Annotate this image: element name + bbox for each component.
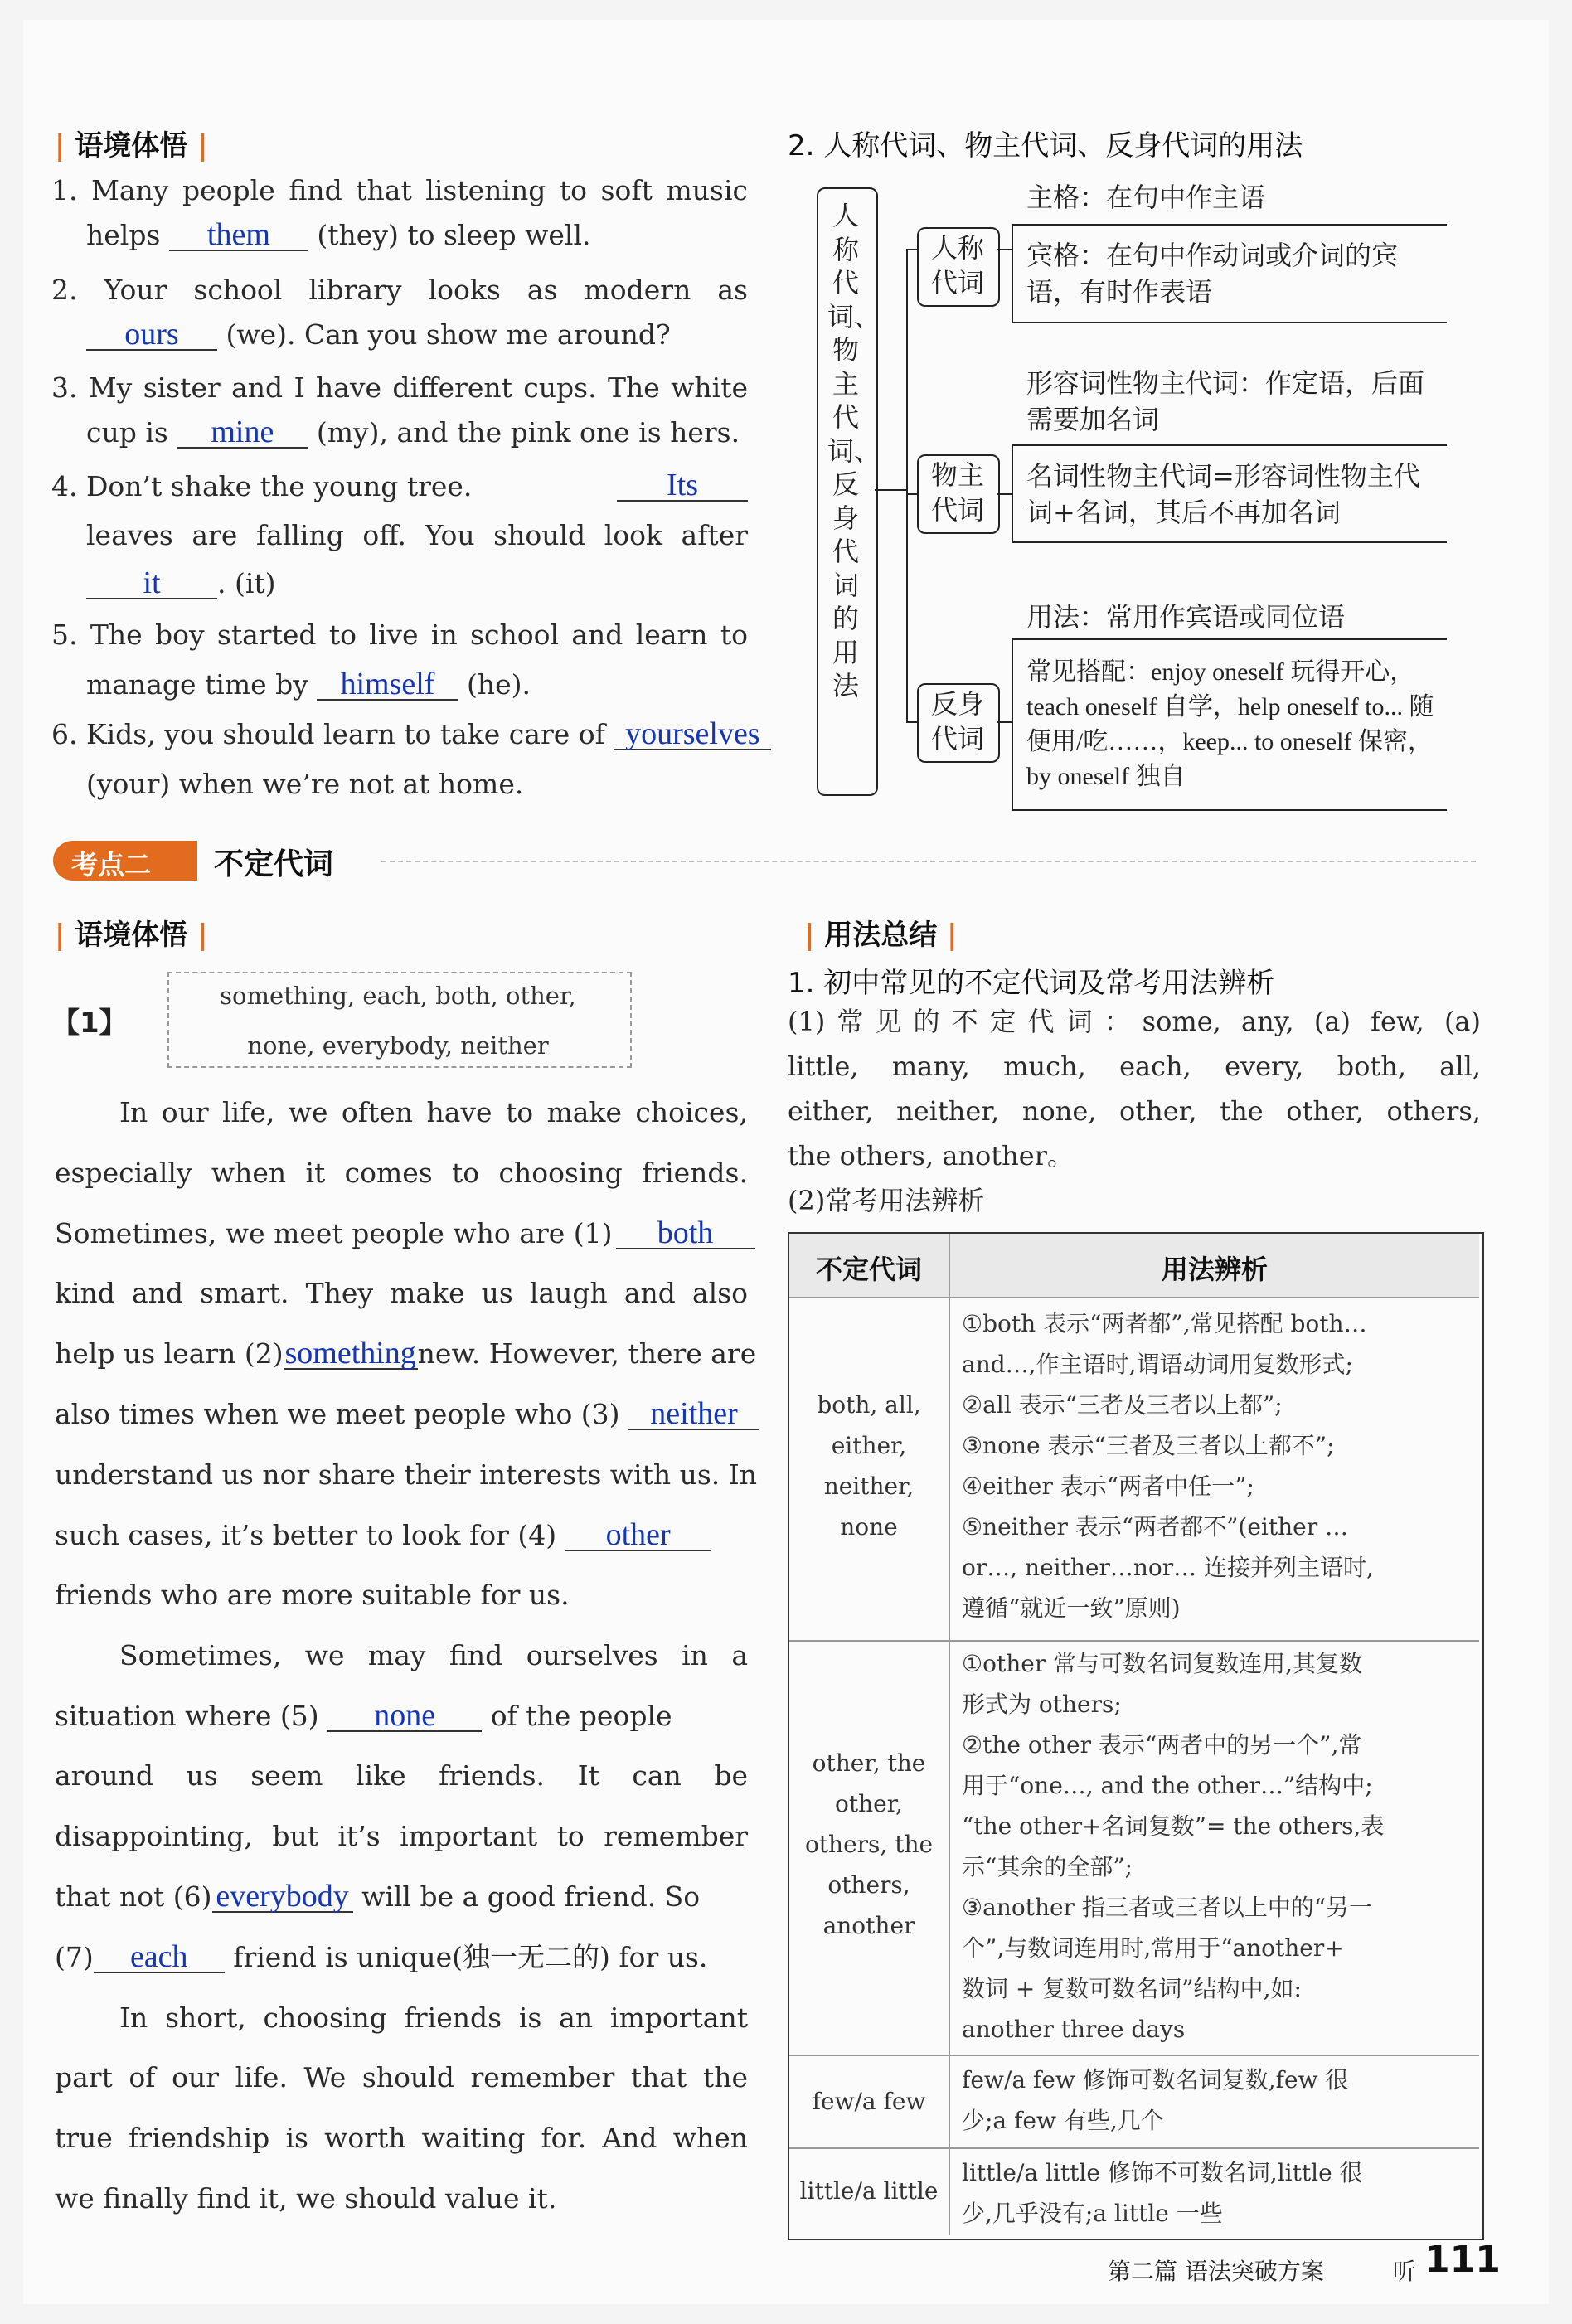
- table-cell: few/a few 修饰可数名词复数,few 很 少;a few 有些,几个: [962, 2066, 1349, 2134]
- topic-badge-label: 考点二: [71, 849, 152, 881]
- mindmap-item: 用法：常用作宾语或同位语: [1026, 601, 1346, 633]
- passage-line: part of our life. We should remember that the: [55, 2061, 748, 2094]
- ex4-line1: 4. Don’t shake the young tree.: [51, 470, 473, 502]
- passage-line: situation where (5): [55, 1700, 319, 1732]
- mindmap-node-possessive-label: 物主代词: [930, 459, 984, 526]
- passage-line: understand us nor share their interests with us. In: [55, 1458, 758, 1491]
- mindmap-root-label: 人称代词、物主代词、反身代词的用法: [827, 200, 881, 701]
- passage-line: (7): [55, 1941, 94, 1973]
- ex6-line2: (your) when we’re not at home.: [86, 768, 524, 800]
- mindmap-title: 2. 人称代词、物主代词、反身代词的用法: [788, 129, 1303, 163]
- word-box-line1: something, each, both, other,: [220, 982, 576, 1010]
- ex3-line2b: (my), and the pink one is hers.: [316, 416, 740, 449]
- passage-line: especially when it comes to choosing friends.: [55, 1157, 748, 1189]
- passage-line: true friendship is worth waiting for. And when: [55, 2122, 748, 2154]
- passage-line: Sometimes, we may find ourselves in a: [119, 1639, 748, 1671]
- ex3-line2: cup is: [86, 416, 168, 449]
- mindmap-item: 宾格：在句中作动词或介词的宾语，有时作表语: [1026, 240, 1399, 308]
- answer-blank[interactable]: himself: [317, 669, 458, 701]
- footer-listen: 听: [1393, 2258, 1417, 2285]
- table-header: 不定代词: [815, 1254, 922, 1285]
- answer-blank[interactable]: none: [328, 1701, 482, 1732]
- answer-blank[interactable]: everybody: [212, 1881, 353, 1913]
- passage-line: new. However, there are: [417, 1337, 757, 1370]
- passage-line: that not (6): [55, 1880, 212, 1913]
- ex5-line1: 5. The boy started to live in school and learn to: [51, 619, 748, 651]
- passage-line: such cases, it’s better to look for (4): [55, 1519, 557, 1551]
- passage-line: friends who are more suitable for us.: [55, 1579, 570, 1611]
- question-number: 【1】: [51, 1007, 128, 1040]
- ex5-line2: manage time by: [86, 668, 308, 701]
- summary-subheading: (2)常考用法辨析: [788, 1185, 985, 1216]
- passage-line: we finally find it, we should value it.: [55, 2182, 557, 2215]
- mindmap-item: 名词性物主代词=形容词性物主代词+名词，其后不再加名词: [1026, 460, 1420, 528]
- summary-line: the others, another。: [788, 1140, 1074, 1172]
- word-box-line2: none, everybody, neither: [247, 1031, 549, 1060]
- passage-line: also times when we meet people who (3): [55, 1398, 620, 1430]
- table-cell: little/a little 修饰不可数名词,little 很 少,几乎没有;a little 一些: [962, 2159, 1363, 2227]
- section-label-context-1: | 语境体悟 |: [55, 129, 208, 163]
- passage-line: In short, choosing friends is an important: [119, 2001, 748, 2034]
- passage-line: help us learn (2): [55, 1337, 284, 1370]
- table-cell: ①both 表示“两者都”,常见搭配 both… and…,作主语时,谓语动词用复数形式; ②all 表示“三者及三者以上都”; ③none 表示“三者及三者以上都不”; ④either 表示“两者中任一”; ⑤neither 表示“两者都不”(either … or…, neither…nor… 连接并列主语时, 遵循“就近一致”原则): [962, 1310, 1374, 1622]
- passage-line: will be a good friend. So: [361, 1880, 701, 1913]
- ex2-line2: (we). Can you show me around?: [226, 318, 671, 351]
- passage-line: Sometimes, we meet people who are (1): [55, 1217, 613, 1249]
- answer-blank[interactable]: other: [565, 1520, 711, 1551]
- answer-blank[interactable]: yourselves: [614, 719, 771, 750]
- table-header: 用法辨析: [1161, 1254, 1268, 1285]
- passage-line: around us seem like friends. It can be: [55, 1759, 748, 1792]
- answer-blank[interactable]: mine: [177, 417, 308, 449]
- ex4-line2: leaves are falling off. You should look after: [86, 519, 748, 551]
- section-label-summary: | 用法总结 |: [804, 919, 958, 952]
- table-cell: both, all, either, neither, none: [817, 1391, 921, 1540]
- ex6-line1: 6. Kids, you should learn to take care of: [51, 718, 605, 750]
- passage-line: In our life, we often have to make choices,: [119, 1096, 748, 1128]
- table-cell: other, the other, others, the others, another: [804, 1749, 934, 1939]
- answer-blank[interactable]: ours: [86, 319, 217, 351]
- summary-line: (1)常见的不定代词：some, any, (a) few, (a): [788, 1006, 1481, 1037]
- answer-blank[interactable]: each: [94, 1942, 225, 1973]
- mindmap-node-reflexive-label: 反身代词: [930, 688, 984, 754]
- answer-blank[interactable]: it: [86, 568, 217, 599]
- ex4-line3: . (it): [217, 567, 276, 599]
- answer-blank[interactable]: neither: [628, 1399, 759, 1430]
- ex3-line1: 3. My sister and I have different cups. The white: [51, 371, 748, 404]
- passage-line: kind and smart. They make us laugh and also: [55, 1277, 748, 1309]
- ex1-line2: helps them (they) to sleep well.: [86, 217, 591, 252]
- mindmap-node-personal-label: 人称代词: [930, 232, 984, 298]
- table-cell: ①other 常与可数名词复数连用,其复数 形式为 others; ②the other 表示“两者中的另一个”,常 用于“one…, and the other…”结构中; “the other+名词复数”= the others,表 示“其余的全部”; ③another 指三者或三者以上中的“另一 个”,与数词连用时,常用于“another+ 数词 + 复数可数名词”结构中,如: another three days: [962, 1650, 1385, 2043]
- mindmap-item: 主格：在句中作主语: [1026, 182, 1266, 213]
- ex1-line1: 1. Many people find that listening to soft music: [51, 174, 748, 206]
- table-col-divider: [949, 1234, 950, 2235]
- passage-line: of the people: [490, 1700, 672, 1732]
- section-label-context-2: | 语境体悟 |: [55, 919, 208, 952]
- passage-line: disappointing, but it’s important to remember: [55, 1820, 748, 1852]
- page-number: 111: [1424, 2239, 1501, 2281]
- mindmap-item: 常见搭配：enjoy oneself 玩得开心，teach oneself 自学，help oneself to... 随便用/吃……，keep... to oneself 保密，by oneself 独自: [1026, 658, 1434, 790]
- passage-line: friend is unique(独一无二的) for us.: [233, 1941, 708, 1973]
- mindmap-item: 形容词性物主代词：作定语，后面需要加名词: [1026, 367, 1425, 435]
- answer-blank[interactable]: something: [284, 1336, 416, 1371]
- footer-section: 第二篇 语法突破方案: [1108, 2258, 1324, 2285]
- summary-line: little, many, much, each, every, both, all,: [788, 1050, 1481, 1082]
- ex5-line2b: (he).: [466, 668, 531, 701]
- table-cell: little/a little: [799, 2177, 939, 2205]
- divider: [381, 861, 1476, 862]
- summary-heading: 1. 初中常见的不定代词及常考用法辨析: [788, 967, 1275, 1000]
- table-cell: few/a few: [812, 2088, 926, 2115]
- answer-blank[interactable]: both: [616, 1218, 755, 1249]
- answer-blank[interactable]: them: [169, 220, 308, 251]
- topic-title: 不定代词: [214, 847, 334, 881]
- summary-line: either, neither, none, other, the other, others,: [788, 1095, 1481, 1127]
- answer-blank[interactable]: Its: [617, 470, 748, 502]
- ex2-line1: 2. Your school library looks as modern as: [51, 274, 748, 306]
